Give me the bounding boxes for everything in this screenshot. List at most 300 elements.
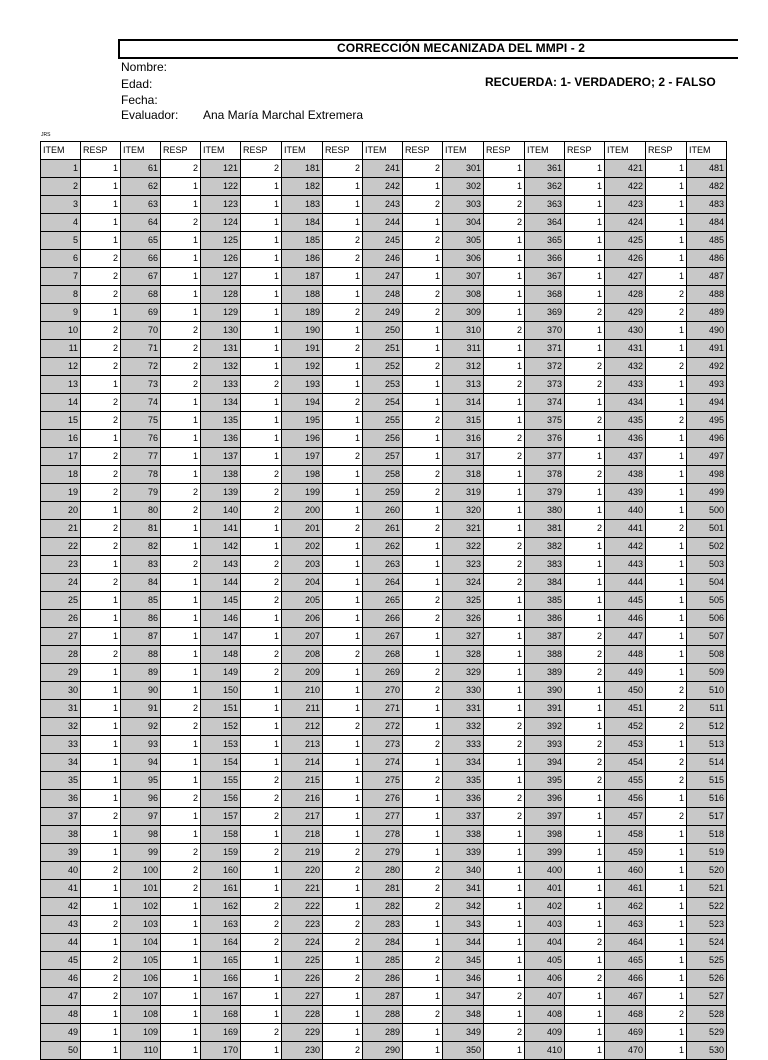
response-cell[interactable]: 1 — [241, 196, 282, 214]
response-cell[interactable]: 1 — [403, 430, 443, 448]
response-cell[interactable]: 1 — [403, 808, 443, 826]
response-cell[interactable]: 1 — [565, 1042, 605, 1060]
response-cell[interactable]: 2 — [161, 214, 201, 232]
response-cell[interactable]: 1 — [403, 556, 443, 574]
response-cell[interactable]: 1 — [323, 772, 363, 790]
response-cell[interactable]: 1 — [646, 646, 687, 664]
response-cell[interactable]: 1 — [565, 538, 605, 556]
response-cell[interactable]: 1 — [565, 610, 605, 628]
response-cell[interactable]: 1 — [241, 682, 282, 700]
response-cell[interactable]: 2 — [403, 484, 443, 502]
response-cell[interactable]: 1 — [646, 466, 687, 484]
response-cell[interactable]: 2 — [484, 196, 525, 214]
response-cell[interactable]: 1 — [565, 880, 605, 898]
response-cell[interactable]: 1 — [403, 394, 443, 412]
response-cell[interactable]: 1 — [565, 196, 605, 214]
response-cell[interactable]: 1 — [403, 448, 443, 466]
response-cell[interactable]: 2 — [484, 790, 525, 808]
response-cell[interactable]: 2 — [646, 412, 687, 430]
response-cell[interactable]: 1 — [646, 988, 687, 1006]
response-cell[interactable]: 1 — [241, 952, 282, 970]
response-cell[interactable]: 2 — [81, 286, 121, 304]
response-cell[interactable]: 1 — [81, 790, 121, 808]
response-cell[interactable]: 1 — [241, 448, 282, 466]
response-cell[interactable]: 2 — [565, 628, 605, 646]
response-cell[interactable]: 2 — [241, 916, 282, 934]
response-cell[interactable]: 1 — [646, 322, 687, 340]
response-cell[interactable]: 1 — [565, 448, 605, 466]
response-cell[interactable]: 1 — [565, 592, 605, 610]
response-cell[interactable]: 1 — [646, 952, 687, 970]
response-cell[interactable]: 2 — [403, 898, 443, 916]
response-cell[interactable]: 1 — [565, 1024, 605, 1042]
response-cell[interactable]: 1 — [565, 394, 605, 412]
response-cell[interactable]: 1 — [565, 178, 605, 196]
response-cell[interactable]: 1 — [565, 898, 605, 916]
response-cell[interactable]: 2 — [403, 304, 443, 322]
response-cell[interactable]: 1 — [403, 628, 443, 646]
response-cell[interactable]: 1 — [241, 880, 282, 898]
response-cell[interactable]: 2 — [81, 322, 121, 340]
response-cell[interactable]: 2 — [484, 214, 525, 232]
response-cell[interactable]: 1 — [646, 610, 687, 628]
response-cell[interactable]: 1 — [323, 196, 363, 214]
response-cell[interactable]: 1 — [81, 754, 121, 772]
response-cell[interactable]: 2 — [323, 646, 363, 664]
response-cell[interactable]: 2 — [565, 520, 605, 538]
response-cell[interactable]: 1 — [646, 826, 687, 844]
response-cell[interactable]: 1 — [81, 304, 121, 322]
response-cell[interactable]: 1 — [484, 412, 525, 430]
response-cell[interactable]: 1 — [565, 322, 605, 340]
response-cell[interactable]: 2 — [403, 286, 443, 304]
response-cell[interactable]: 1 — [81, 376, 121, 394]
response-cell[interactable]: 1 — [323, 826, 363, 844]
response-cell[interactable]: 1 — [484, 952, 525, 970]
response-cell[interactable]: 1 — [565, 574, 605, 592]
response-cell[interactable]: 1 — [81, 1006, 121, 1024]
response-cell[interactable]: 1 — [403, 844, 443, 862]
response-cell[interactable]: 2 — [161, 844, 201, 862]
response-cell[interactable]: 1 — [323, 178, 363, 196]
response-cell[interactable]: 1 — [484, 1042, 525, 1060]
response-cell[interactable]: 1 — [646, 502, 687, 520]
response-cell[interactable]: 1 — [484, 610, 525, 628]
response-cell[interactable]: 1 — [484, 232, 525, 250]
response-cell[interactable]: 1 — [81, 682, 121, 700]
response-cell[interactable]: 1 — [241, 214, 282, 232]
response-cell[interactable]: 1 — [241, 826, 282, 844]
response-cell[interactable]: 1 — [161, 286, 201, 304]
response-cell[interactable]: 2 — [161, 700, 201, 718]
response-cell[interactable]: 1 — [241, 394, 282, 412]
response-cell[interactable]: 1 — [81, 772, 121, 790]
response-cell[interactable]: 1 — [323, 628, 363, 646]
response-cell[interactable]: 1 — [161, 628, 201, 646]
response-cell[interactable]: 1 — [241, 1042, 282, 1060]
response-cell[interactable]: 2 — [565, 664, 605, 682]
response-cell[interactable]: 1 — [241, 520, 282, 538]
response-cell[interactable]: 1 — [484, 934, 525, 952]
response-cell[interactable]: 1 — [323, 754, 363, 772]
response-cell[interactable]: 1 — [646, 178, 687, 196]
response-cell[interactable]: 2 — [241, 592, 282, 610]
response-cell[interactable]: 1 — [565, 844, 605, 862]
response-cell[interactable]: 1 — [484, 628, 525, 646]
response-cell[interactable]: 1 — [81, 196, 121, 214]
response-cell[interactable]: 1 — [565, 1006, 605, 1024]
response-cell[interactable]: 1 — [484, 646, 525, 664]
response-cell[interactable]: 1 — [81, 160, 121, 178]
response-cell[interactable]: 1 — [646, 268, 687, 286]
response-cell[interactable]: 2 — [565, 304, 605, 322]
response-cell[interactable]: 1 — [323, 610, 363, 628]
response-cell[interactable]: 2 — [241, 376, 282, 394]
response-cell[interactable]: 1 — [484, 916, 525, 934]
response-cell[interactable]: 1 — [81, 934, 121, 952]
response-cell[interactable]: 1 — [81, 826, 121, 844]
response-cell[interactable]: 2 — [241, 1024, 282, 1042]
response-cell[interactable]: 1 — [161, 808, 201, 826]
response-cell[interactable]: 2 — [484, 736, 525, 754]
response-cell[interactable]: 2 — [403, 610, 443, 628]
response-cell[interactable]: 1 — [484, 898, 525, 916]
response-cell[interactable]: 1 — [161, 466, 201, 484]
response-cell[interactable]: 2 — [403, 592, 443, 610]
response-cell[interactable]: 1 — [241, 286, 282, 304]
response-cell[interactable]: 1 — [565, 340, 605, 358]
response-cell[interactable]: 1 — [323, 1024, 363, 1042]
response-cell[interactable]: 2 — [403, 664, 443, 682]
response-cell[interactable]: 1 — [484, 340, 525, 358]
response-cell[interactable]: 1 — [323, 988, 363, 1006]
response-cell[interactable]: 1 — [646, 376, 687, 394]
response-cell[interactable]: 2 — [646, 754, 687, 772]
response-cell[interactable]: 2 — [81, 988, 121, 1006]
response-cell[interactable]: 1 — [241, 988, 282, 1006]
response-cell[interactable]: 1 — [241, 430, 282, 448]
response-cell[interactable]: 1 — [323, 790, 363, 808]
response-cell[interactable]: 2 — [81, 646, 121, 664]
response-cell[interactable]: 1 — [565, 502, 605, 520]
response-cell[interactable]: 1 — [323, 358, 363, 376]
response-cell[interactable]: 1 — [565, 430, 605, 448]
response-cell[interactable]: 1 — [646, 628, 687, 646]
response-cell[interactable]: 1 — [161, 520, 201, 538]
response-cell[interactable]: 2 — [241, 772, 282, 790]
response-cell[interactable]: 2 — [323, 718, 363, 736]
response-cell[interactable]: 1 — [646, 448, 687, 466]
response-cell[interactable]: 2 — [241, 160, 282, 178]
response-cell[interactable]: 1 — [565, 862, 605, 880]
response-cell[interactable]: 1 — [323, 736, 363, 754]
response-cell[interactable]: 2 — [323, 862, 363, 880]
response-cell[interactable]: 2 — [81, 466, 121, 484]
response-cell[interactable]: 2 — [241, 556, 282, 574]
response-cell[interactable]: 1 — [81, 880, 121, 898]
response-cell[interactable]: 1 — [565, 718, 605, 736]
response-cell[interactable]: 1 — [81, 736, 121, 754]
response-cell[interactable]: 1 — [646, 250, 687, 268]
response-cell[interactable]: 1 — [241, 628, 282, 646]
response-cell[interactable]: 1 — [403, 178, 443, 196]
response-cell[interactable]: 1 — [241, 412, 282, 430]
response-cell[interactable]: 2 — [403, 160, 443, 178]
response-cell[interactable]: 1 — [81, 700, 121, 718]
response-cell[interactable]: 2 — [484, 718, 525, 736]
response-cell[interactable]: 2 — [81, 538, 121, 556]
response-cell[interactable]: 2 — [323, 934, 363, 952]
response-cell[interactable]: 1 — [81, 502, 121, 520]
response-cell[interactable]: 2 — [565, 772, 605, 790]
response-cell[interactable]: 1 — [646, 934, 687, 952]
response-cell[interactable]: 2 — [403, 682, 443, 700]
response-cell[interactable]: 1 — [484, 664, 525, 682]
response-cell[interactable]: 1 — [323, 214, 363, 232]
response-cell[interactable]: 1 — [646, 592, 687, 610]
response-cell[interactable]: 1 — [323, 376, 363, 394]
response-cell[interactable]: 2 — [484, 1024, 525, 1042]
response-cell[interactable]: 2 — [81, 862, 121, 880]
response-cell[interactable]: 1 — [161, 970, 201, 988]
response-cell[interactable]: 1 — [161, 898, 201, 916]
response-cell[interactable]: 1 — [484, 286, 525, 304]
response-cell[interactable]: 1 — [81, 664, 121, 682]
response-cell[interactable]: 2 — [646, 700, 687, 718]
response-cell[interactable]: 2 — [646, 718, 687, 736]
response-cell[interactable]: 1 — [484, 970, 525, 988]
response-cell[interactable]: 2 — [161, 862, 201, 880]
response-cell[interactable]: 1 — [161, 412, 201, 430]
response-cell[interactable]: 2 — [484, 322, 525, 340]
response-cell[interactable]: 1 — [241, 610, 282, 628]
response-cell[interactable]: 1 — [484, 844, 525, 862]
response-cell[interactable]: 1 — [484, 700, 525, 718]
response-cell[interactable]: 1 — [161, 430, 201, 448]
response-cell[interactable]: 2 — [565, 934, 605, 952]
response-cell[interactable]: 1 — [323, 430, 363, 448]
response-cell[interactable]: 1 — [81, 844, 121, 862]
response-cell[interactable]: 2 — [403, 952, 443, 970]
response-cell[interactable]: 1 — [646, 232, 687, 250]
response-cell[interactable]: 1 — [323, 502, 363, 520]
response-cell[interactable]: 1 — [323, 880, 363, 898]
response-cell[interactable]: 1 — [161, 394, 201, 412]
response-cell[interactable]: 2 — [484, 556, 525, 574]
response-cell[interactable]: 1 — [565, 214, 605, 232]
response-cell[interactable]: 2 — [403, 880, 443, 898]
response-cell[interactable]: 2 — [484, 988, 525, 1006]
response-cell[interactable]: 2 — [403, 772, 443, 790]
response-cell[interactable]: 1 — [81, 628, 121, 646]
response-cell[interactable]: 2 — [646, 808, 687, 826]
response-cell[interactable]: 1 — [484, 394, 525, 412]
response-cell[interactable]: 1 — [565, 790, 605, 808]
response-cell[interactable]: 1 — [565, 484, 605, 502]
response-cell[interactable]: 1 — [323, 574, 363, 592]
response-cell[interactable]: 2 — [81, 952, 121, 970]
response-cell[interactable]: 1 — [646, 790, 687, 808]
response-cell[interactable]: 1 — [81, 214, 121, 232]
response-cell[interactable]: 1 — [81, 592, 121, 610]
response-cell[interactable]: 1 — [323, 412, 363, 430]
response-cell[interactable]: 2 — [81, 394, 121, 412]
response-cell[interactable]: 1 — [565, 808, 605, 826]
response-cell[interactable]: 1 — [403, 916, 443, 934]
response-cell[interactable]: 1 — [646, 340, 687, 358]
response-cell[interactable]: 2 — [241, 790, 282, 808]
response-cell[interactable]: 1 — [161, 916, 201, 934]
response-cell[interactable]: 1 — [323, 664, 363, 682]
response-cell[interactable]: 2 — [323, 844, 363, 862]
response-cell[interactable]: 1 — [161, 988, 201, 1006]
response-cell[interactable]: 2 — [81, 970, 121, 988]
response-cell[interactable]: 2 — [403, 1006, 443, 1024]
response-cell[interactable]: 1 — [241, 340, 282, 358]
response-cell[interactable]: 1 — [241, 754, 282, 772]
response-cell[interactable]: 1 — [161, 736, 201, 754]
response-cell[interactable]: 1 — [646, 160, 687, 178]
response-cell[interactable]: 1 — [646, 1024, 687, 1042]
response-cell[interactable]: 2 — [81, 448, 121, 466]
response-cell[interactable]: 1 — [323, 898, 363, 916]
response-cell[interactable]: 1 — [161, 826, 201, 844]
response-cell[interactable]: 1 — [484, 160, 525, 178]
response-cell[interactable]: 1 — [81, 610, 121, 628]
response-cell[interactable]: 1 — [323, 556, 363, 574]
response-cell[interactable]: 1 — [484, 592, 525, 610]
response-cell[interactable]: 2 — [81, 250, 121, 268]
response-cell[interactable]: 1 — [646, 538, 687, 556]
response-cell[interactable]: 1 — [81, 430, 121, 448]
response-cell[interactable]: 1 — [565, 556, 605, 574]
response-cell[interactable]: 2 — [323, 304, 363, 322]
response-cell[interactable]: 2 — [565, 970, 605, 988]
response-cell[interactable]: 1 — [323, 952, 363, 970]
response-cell[interactable]: 2 — [646, 772, 687, 790]
response-cell[interactable]: 1 — [646, 556, 687, 574]
response-cell[interactable]: 2 — [403, 412, 443, 430]
response-cell[interactable]: 2 — [565, 736, 605, 754]
response-cell[interactable]: 2 — [161, 502, 201, 520]
response-cell[interactable]: 2 — [241, 844, 282, 862]
response-cell[interactable]: 2 — [565, 376, 605, 394]
response-cell[interactable]: 1 — [323, 466, 363, 484]
response-cell[interactable]: 2 — [484, 538, 525, 556]
response-cell[interactable]: 1 — [646, 844, 687, 862]
response-cell[interactable]: 2 — [646, 1006, 687, 1024]
response-cell[interactable]: 1 — [646, 484, 687, 502]
response-cell[interactable]: 2 — [161, 880, 201, 898]
response-cell[interactable]: 1 — [484, 268, 525, 286]
response-cell[interactable]: 2 — [81, 574, 121, 592]
response-cell[interactable]: 1 — [403, 574, 443, 592]
response-cell[interactable]: 2 — [484, 574, 525, 592]
response-cell[interactable]: 1 — [484, 358, 525, 376]
response-cell[interactable]: 1 — [81, 232, 121, 250]
response-cell[interactable]: 2 — [161, 556, 201, 574]
response-cell[interactable]: 1 — [403, 1042, 443, 1060]
response-cell[interactable]: 1 — [161, 574, 201, 592]
response-cell[interactable]: 1 — [484, 772, 525, 790]
response-cell[interactable]: 1 — [484, 466, 525, 484]
response-cell[interactable]: 1 — [484, 682, 525, 700]
response-cell[interactable]: 1 — [484, 862, 525, 880]
response-cell[interactable]: 1 — [241, 304, 282, 322]
response-cell[interactable]: 1 — [403, 214, 443, 232]
response-cell[interactable]: 2 — [241, 808, 282, 826]
response-cell[interactable]: 1 — [241, 718, 282, 736]
response-cell[interactable]: 2 — [646, 682, 687, 700]
response-cell[interactable]: 1 — [646, 196, 687, 214]
response-cell[interactable]: 1 — [241, 736, 282, 754]
response-cell[interactable]: 2 — [323, 448, 363, 466]
response-cell[interactable]: 1 — [241, 862, 282, 880]
response-cell[interactable]: 1 — [161, 304, 201, 322]
response-cell[interactable]: 1 — [403, 790, 443, 808]
response-cell[interactable]: 1 — [484, 1006, 525, 1024]
response-cell[interactable]: 2 — [484, 376, 525, 394]
response-cell[interactable]: 1 — [484, 880, 525, 898]
response-cell[interactable]: 2 — [565, 412, 605, 430]
response-cell[interactable]: 1 — [323, 700, 363, 718]
response-cell[interactable]: 1 — [323, 538, 363, 556]
response-cell[interactable]: 1 — [161, 592, 201, 610]
response-cell[interactable]: 1 — [484, 502, 525, 520]
response-cell[interactable]: 1 — [241, 1006, 282, 1024]
response-cell[interactable]: 1 — [323, 592, 363, 610]
response-cell[interactable]: 1 — [565, 268, 605, 286]
response-cell[interactable]: 1 — [484, 250, 525, 268]
response-cell[interactable]: 1 — [484, 484, 525, 502]
response-cell[interactable]: 1 — [241, 250, 282, 268]
response-cell[interactable]: 1 — [403, 1024, 443, 1042]
response-cell[interactable]: 1 — [565, 160, 605, 178]
response-cell[interactable]: 2 — [403, 862, 443, 880]
response-cell[interactable]: 1 — [565, 286, 605, 304]
response-cell[interactable]: 1 — [161, 754, 201, 772]
response-cell[interactable]: 1 — [161, 1042, 201, 1060]
response-cell[interactable]: 1 — [323, 682, 363, 700]
response-cell[interactable]: 2 — [646, 520, 687, 538]
response-cell[interactable]: 1 — [565, 952, 605, 970]
response-cell[interactable]: 2 — [403, 196, 443, 214]
response-cell[interactable]: 1 — [565, 826, 605, 844]
response-cell[interactable]: 1 — [323, 322, 363, 340]
response-cell[interactable]: 1 — [484, 754, 525, 772]
response-cell[interactable]: 1 — [403, 250, 443, 268]
response-cell[interactable]: 2 — [323, 394, 363, 412]
response-cell[interactable]: 2 — [403, 520, 443, 538]
response-cell[interactable]: 1 — [161, 448, 201, 466]
response-cell[interactable]: 2 — [565, 466, 605, 484]
response-cell[interactable]: 2 — [323, 970, 363, 988]
response-cell[interactable]: 1 — [241, 358, 282, 376]
response-cell[interactable]: 1 — [403, 934, 443, 952]
response-cell[interactable]: 1 — [646, 898, 687, 916]
response-cell[interactable]: 2 — [323, 160, 363, 178]
response-cell[interactable]: 2 — [81, 412, 121, 430]
response-cell[interactable]: 1 — [646, 430, 687, 448]
response-cell[interactable]: 1 — [403, 376, 443, 394]
response-cell[interactable]: 1 — [81, 898, 121, 916]
response-cell[interactable]: 1 — [323, 484, 363, 502]
response-cell[interactable]: 1 — [646, 916, 687, 934]
response-cell[interactable]: 1 — [484, 304, 525, 322]
response-cell[interactable]: 1 — [161, 934, 201, 952]
response-cell[interactable]: 1 — [403, 718, 443, 736]
response-cell[interactable]: 1 — [403, 268, 443, 286]
